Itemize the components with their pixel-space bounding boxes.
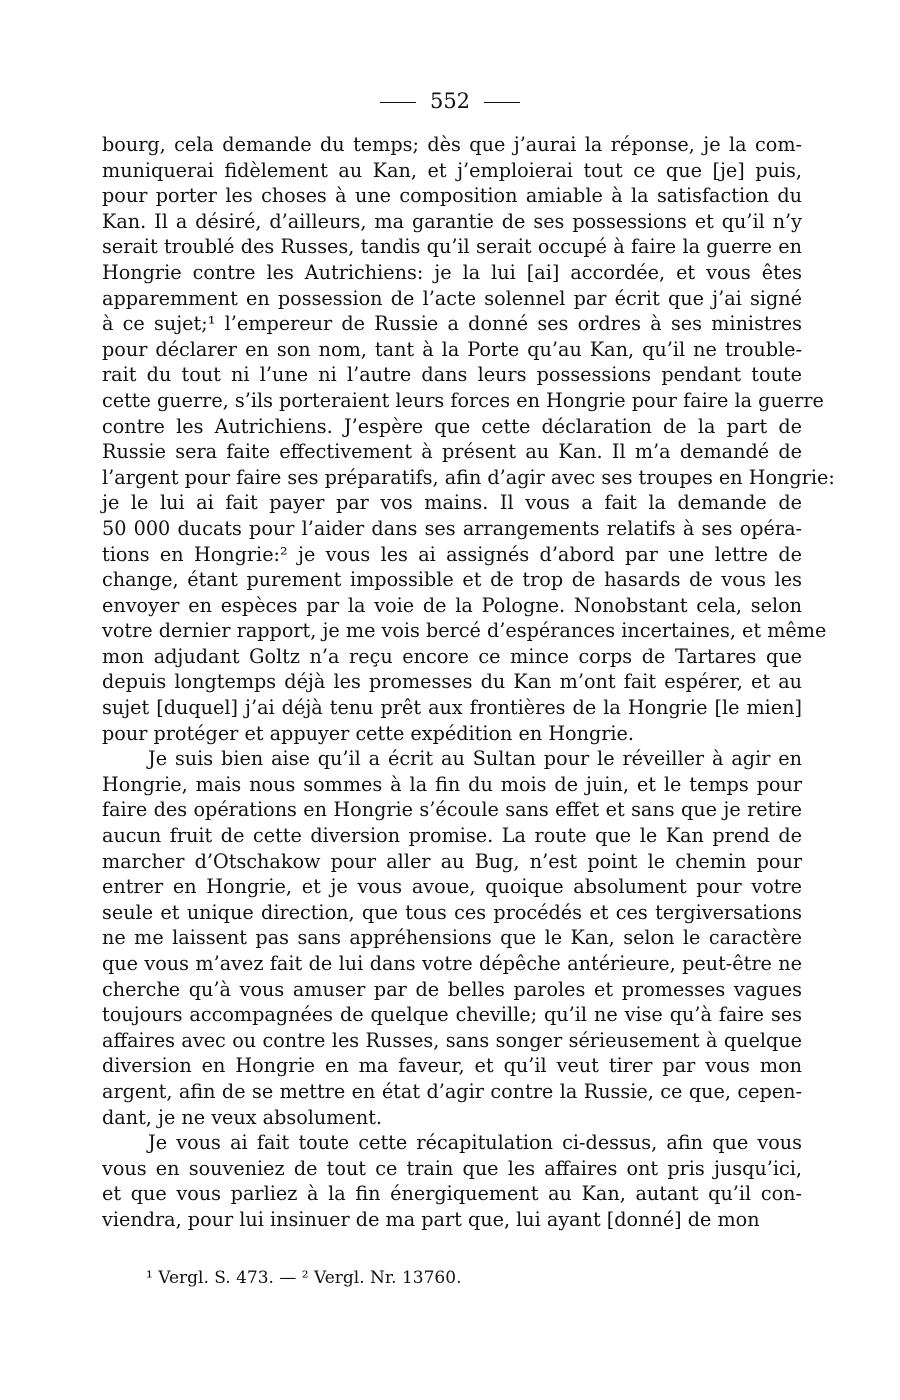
text-line: diversion en Hongrie en ma faveur, et qu’il veut tirer par vous mon <box>102 1054 802 1078</box>
text-line: serait troublé des Russes, tandis qu’il serait occupé à faire la guerre en <box>102 235 802 259</box>
text-line: viendra, pour lui insinuer de ma part que, lui ayant [donné] de mon <box>102 1207 760 1231</box>
text-line: mon adjudant Goltz n’a reçu encore ce mince corps de Tartares que <box>102 644 802 668</box>
text-line: Je vous ai fait toute cette récapitulation ci-dessus, afin que vous <box>148 1131 802 1155</box>
text-line: Kan. Il a désiré, d’ailleurs, ma garantie de ses possessions et qu’il n’y <box>102 209 802 233</box>
text-line: Je suis bien aise qu’il a écrit au Sultan pour le réveiller à agir en <box>148 747 802 771</box>
text-line: seule et unique direction, que tous ces procédés et ces tergiversations <box>102 900 802 924</box>
text-line: l’argent pour faire ses préparatifs, afin d’agir avec ses troupes en Hongrie: <box>102 465 835 489</box>
page-number: 552 <box>429 89 471 113</box>
text-line: bourg, cela demande du temps; dès que j’aurai la réponse, je la com- <box>102 133 802 156</box>
paragraph <box>102 132 835 746</box>
footnote-1 <box>146 1268 296 1288</box>
footnotes <box>146 1267 461 1289</box>
text-line: entrer en Hongrie, et je vous avoue, quoique absolument pour votre <box>102 875 802 899</box>
text-line: votre dernier rapport, je me vois bercé d’espérances incertaines, et même <box>102 619 827 643</box>
text-line: contre les Autrichiens. J’espère que cette déclaration de la part de <box>102 414 802 438</box>
text-line: rait du tout ni l’une ni l’autre dans leurs possessions pendant toute <box>102 363 802 387</box>
text-line: Hongrie, mais nous sommes à la fin du mois de juin, et le temps pour <box>102 772 802 796</box>
text-line: 50 000 ducats pour l’aider dans ses arrangements relatifs à ses opéra- <box>102 516 802 540</box>
text-line: affaires avec ou contre les Russes, sans songer sérieusement à quelque <box>102 1028 802 1052</box>
text-line: je le lui ai fait payer par vos mains. Il vous a fait la demande de <box>102 491 802 515</box>
text-line: cherche qu’à vous amuser par de belles paroles et promesses vagues <box>102 977 802 1001</box>
footnote-1-mark: ¹ <box>146 1268 153 1288</box>
paragraph <box>102 1130 802 1232</box>
text-line: aucun fruit de cette diversion promise. La route que le Kan prend de <box>102 824 802 848</box>
header-rule-right <box>484 102 520 103</box>
text-line: dant, je ne veux absolument. <box>102 1105 383 1129</box>
text-line: que vous m’avez fait de lui dans votre dépêche antérieure, peut-être ne <box>102 952 802 975</box>
text-line: Hongrie contre les Autrichiens: je la lui [ai] accordée, et vous êtes <box>102 260 802 284</box>
text-line: muniquerai fidèlement au Kan, et j’emploierai tout ce que [je] puis, <box>102 158 802 182</box>
text-line: apparemment en possession de l’acte solennel par écrit que j’ai signé <box>102 286 802 310</box>
text-line: vous en souveniez de tout ce train que les affaires ont pris jusqu’ici, <box>102 1156 802 1180</box>
text-line: tions en Hongrie:² je vous les ai assignés d’abord par une lettre de <box>102 542 802 566</box>
text-line: sujet [duquel] j’ai déjà tenu prêt aux frontières de la Hongrie [le mien] <box>102 696 802 720</box>
text-line: argent, afin de se mettre en état d’agir contre la Russie, ce que, cepen- <box>102 1079 802 1103</box>
text-line: marcher d’Otschakow pour aller au Bug, n’est point le chemin pour <box>102 849 802 873</box>
text-line: change, étant purement impossible et de trop de hasards de vous les <box>102 568 802 592</box>
text-line: pour protéger et appuyer cette expédition en Hongrie. <box>102 721 635 745</box>
text-line: cette guerre, s’ils porteraient leurs forces en Hongrie pour faire la guerre <box>102 388 824 412</box>
text-line: depuis longtemps déjà les promesses du Kan m’ont fait espérer, et au <box>102 670 802 694</box>
text-line: à ce sujet;¹ l’empereur de Russie a donné ses ordres à ses ministres <box>102 312 802 336</box>
text-line: ne me laissent pas sans appréhensions que le Kan, selon le caractère <box>102 926 802 950</box>
text-line: envoyer en espèces par la voie de la Pologne. Nonobstant cela, selon <box>102 593 802 617</box>
footnote-1-text: Vergl. S. 473. — <box>158 1268 297 1288</box>
body-text <box>102 132 835 1233</box>
paragraph <box>102 746 802 1130</box>
text-line: pour porter les choses à une composition amiable à la satisfaction du <box>102 184 802 208</box>
text-line: Russie sera faite effectivement à présent au Kan. Il m’a demandé de <box>102 440 802 464</box>
text-line: faire des opérations en Hongrie s’écoule sans effet et sans que je retire <box>102 798 802 822</box>
text-line: pour déclarer en son nom, tant à la Porte qu’au Kan, qu’il ne trouble- <box>102 337 802 361</box>
text-line: et que vous parliez à la fin énergiquement au Kan, autant qu’il con- <box>102 1182 802 1206</box>
header-rule-left <box>380 102 416 103</box>
footnote-2-text: Vergl. Nr. 13760. <box>314 1268 462 1288</box>
page-header <box>0 88 900 114</box>
footnote-2-mark: ² <box>301 1268 309 1288</box>
footnote-2 <box>302 1268 462 1288</box>
text-line: toujours accompagnées de quelque cheville; qu’il ne vise qu’à faire ses <box>102 1003 802 1027</box>
